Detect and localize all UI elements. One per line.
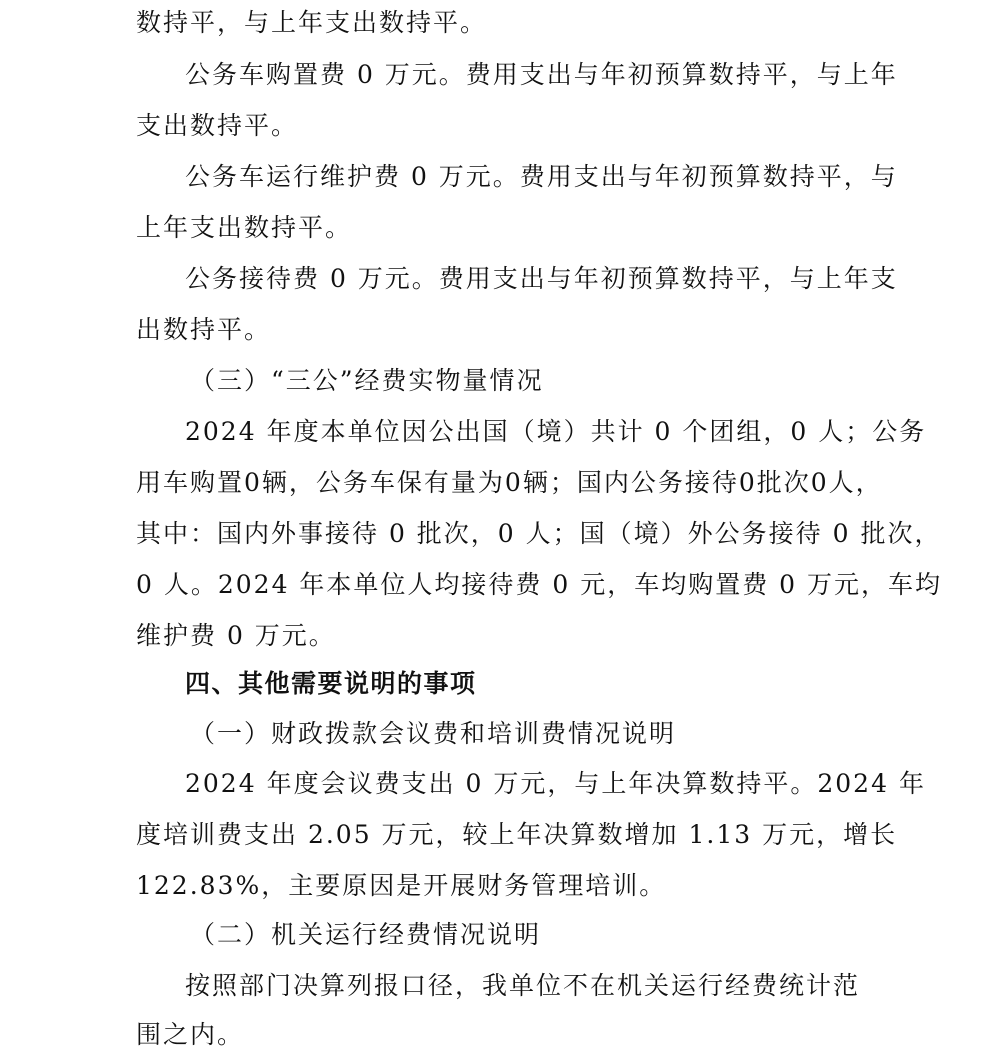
- paragraph-line: 2024 年度本单位因公出国（境）共计 0 个团组，0 人；公务: [185, 417, 927, 446]
- paragraph-line: 公务接待费 0 万元。费用支出与年初预算数持平，与上年支: [185, 264, 898, 293]
- paragraph-line: 2024 年度会议费支出 0 万元，与上年决算数持平。2024 年: [185, 769, 926, 798]
- paragraph-line: 数持平，与上年支出数持平。: [136, 8, 488, 37]
- paragraph-line: 支出数持平。: [136, 111, 299, 140]
- section-heading: 四、其他需要说明的事项: [185, 669, 477, 698]
- paragraph-line: 上年支出数持平。: [136, 213, 353, 242]
- paragraph-line: 按照部门决算列报口径，我单位不在机关运行经费统计范: [185, 971, 861, 1000]
- paragraph-line: 122.83%，主要原因是开展财务管理培训。: [136, 871, 667, 900]
- paragraph-line: 用车购置0辆，公务车保有量为0辆；国内公务接待0批次0人，: [136, 468, 883, 497]
- section-subheading: （三）“三公”经费实物量情况: [190, 366, 544, 395]
- paragraph-line: 围之内。: [136, 1020, 245, 1049]
- paragraph-line: 出数持平。: [136, 315, 272, 344]
- paragraph-line: 度培训费支出 2.05 万元，较上年决算数增加 1.13 万元，增长: [136, 820, 898, 849]
- paragraph-line: 公务车购置费 0 万元。费用支出与年初预算数持平，与上年: [185, 60, 898, 89]
- paragraph-line: 维护费 0 万元。: [136, 621, 336, 650]
- section-subheading: （二）机关运行经费情况说明: [190, 920, 542, 949]
- paragraph-line: 其中：国内外事接待 0 批次，0 人；国（境）外公务接待 0 批次，: [136, 519, 942, 548]
- section-subheading: （一）财政拨款会议费和培训费情况说明: [190, 719, 677, 748]
- paragraph-line: 0 人。2024 年本单位人均接待费 0 元，车均购置费 0 万元，车均: [136, 570, 943, 599]
- paragraph-line: 公务车运行维护费 0 万元。费用支出与年初预算数持平，与: [185, 162, 898, 191]
